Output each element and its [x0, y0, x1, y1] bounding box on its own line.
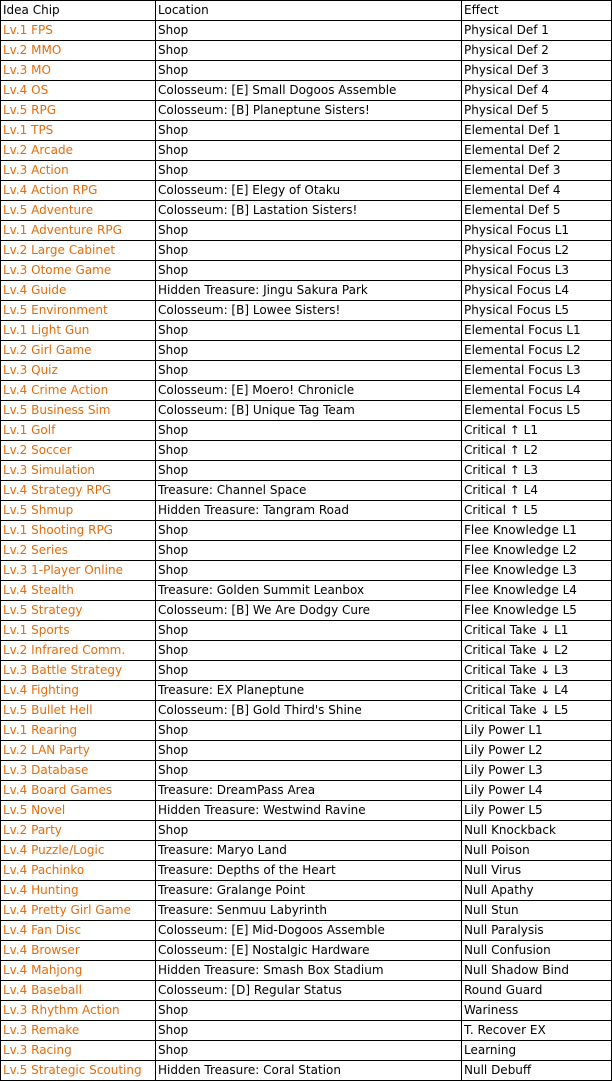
effect-cell: Lily Power L1 — [462, 721, 612, 741]
location-cell: Shop — [156, 441, 462, 461]
idea-chip-cell: Lv.1 Light Gun — [1, 321, 156, 341]
location-cell: Treasure: Golden Summit Leanbox — [156, 581, 462, 601]
idea-chip-cell: Lv.2 LAN Party — [1, 741, 156, 761]
location-cell: Shop — [156, 521, 462, 541]
table-row — [1, 821, 612, 841]
location-cell: Colosseum: [B] Planeptune Sisters! — [156, 101, 462, 121]
table-row — [1, 481, 612, 501]
location-cell: Shop — [156, 561, 462, 581]
location-cell: Treasure: Senmuu Labyrinth — [156, 901, 462, 921]
table-row — [1, 401, 612, 421]
table-row — [1, 641, 612, 661]
table-row — [1, 61, 612, 81]
location-cell: Treasure: Gralange Point — [156, 881, 462, 901]
table-row — [1, 181, 612, 201]
effect-cell: Physical Def 3 — [462, 61, 612, 81]
effect-cell: Critical Take ↓ L1 — [462, 621, 612, 641]
location-cell: Shop — [156, 61, 462, 81]
effect-cell: Critical ↑ L3 — [462, 461, 612, 481]
table-row — [1, 541, 612, 561]
location-cell: Shop — [156, 621, 462, 641]
idea-chip-cell: Lv.4 Board Games — [1, 781, 156, 801]
table-row — [1, 441, 612, 461]
location-cell: Colosseum: [B] Lowee Sisters! — [156, 301, 462, 321]
idea-chip-cell: Lv.4 Pachinko — [1, 861, 156, 881]
location-cell: Treasure: Depths of the Heart — [156, 861, 462, 881]
table-row — [1, 461, 612, 481]
table-row — [1, 301, 612, 321]
table-row — [1, 341, 612, 361]
idea-chip-cell: Lv.4 OS — [1, 81, 156, 101]
effect-cell: Round Guard — [462, 981, 612, 1001]
idea-chip-cell: Lv.5 Bullet Hell — [1, 701, 156, 721]
location-cell: Shop — [156, 41, 462, 61]
idea-chip-cell: Lv.4 Guide — [1, 281, 156, 301]
effect-cell: Physical Focus L3 — [462, 261, 612, 281]
location-cell: Treasure: DreamPass Area — [156, 781, 462, 801]
effect-cell: Null Stun — [462, 901, 612, 921]
idea-chip-cell: Lv.4 Strategy RPG — [1, 481, 156, 501]
location-cell: Colosseum: [B] We Are Dodgy Cure — [156, 601, 462, 621]
effect-cell: Lily Power L3 — [462, 761, 612, 781]
idea-chip-cell: Lv.1 Shooting RPG — [1, 521, 156, 541]
location-cell: Shop — [156, 661, 462, 681]
table-row — [1, 1041, 612, 1061]
table-row — [1, 281, 612, 301]
location-cell: Colosseum: [E] Small Dogoos Assemble — [156, 81, 462, 101]
effect-cell: Physical Def 5 — [462, 101, 612, 121]
effect-cell: Null Paralysis — [462, 921, 612, 941]
location-cell: Treasure: Channel Space — [156, 481, 462, 501]
location-cell: Shop — [156, 721, 462, 741]
table-row — [1, 121, 612, 141]
location-cell: Colosseum: [E] Moero! Chronicle — [156, 381, 462, 401]
effect-cell: Flee Knowledge L1 — [462, 521, 612, 541]
location-cell: Shop — [156, 1021, 462, 1041]
idea-chip-cell: Lv.1 Rearing — [1, 721, 156, 741]
effect-cell: Elemental Focus L4 — [462, 381, 612, 401]
effect-cell: Null Confusion — [462, 941, 612, 961]
location-cell: Colosseum: [E] Mid-Dogoos Assemble — [156, 921, 462, 941]
table-row — [1, 701, 612, 721]
table-row — [1, 41, 612, 61]
idea-chip-cell: Lv.3 Rhythm Action — [1, 1001, 156, 1021]
idea-chip-cell: Lv.5 Strategic Scouting — [1, 1061, 156, 1081]
idea-chip-cell: Lv.5 RPG — [1, 101, 156, 121]
table-row — [1, 241, 612, 261]
effect-cell: Elemental Def 5 — [462, 201, 612, 221]
table-row — [1, 881, 612, 901]
location-cell: Shop — [156, 461, 462, 481]
idea-chip-cell: Lv.4 Fighting — [1, 681, 156, 701]
idea-chip-cell: Lv.5 Environment — [1, 301, 156, 321]
idea-chip-cell: Lv.3 Racing — [1, 1041, 156, 1061]
idea-chip-cell: Lv.4 Hunting — [1, 881, 156, 901]
table-row — [1, 581, 612, 601]
effect-cell: Critical Take ↓ L2 — [462, 641, 612, 661]
location-cell: Colosseum: [B] Lastation Sisters! — [156, 201, 462, 221]
idea-chip-cell: Lv.3 1-Player Online — [1, 561, 156, 581]
idea-chip-cell: Lv.4 Fan Disc — [1, 921, 156, 941]
idea-chip-cell: Lv.2 Series — [1, 541, 156, 561]
effect-cell: Physical Def 1 — [462, 21, 612, 41]
table-row — [1, 661, 612, 681]
table-row — [1, 421, 612, 441]
location-cell: Colosseum: [B] Gold Third's Shine — [156, 701, 462, 721]
table-row — [1, 901, 612, 921]
table-row — [1, 961, 612, 981]
idea-chip-cell: Lv.3 Battle Strategy — [1, 661, 156, 681]
idea-chip-cell: Lv.2 Party — [1, 821, 156, 841]
location-cell: Shop — [156, 1041, 462, 1061]
location-cell: Shop — [156, 541, 462, 561]
effect-cell: Critical Take ↓ L5 — [462, 701, 612, 721]
effect-cell: Physical Focus L1 — [462, 221, 612, 241]
idea-chip-cell: Lv.1 Golf — [1, 421, 156, 441]
location-cell: Hidden Treasure: Westwind Ravine — [156, 801, 462, 821]
effect-cell: Null Poison — [462, 841, 612, 861]
idea-chip-cell: Lv.4 Action RPG — [1, 181, 156, 201]
location-cell: Shop — [156, 121, 462, 141]
table-row — [1, 501, 612, 521]
effect-cell: Elemental Def 4 — [462, 181, 612, 201]
effect-cell: Null Debuff — [462, 1061, 612, 1081]
effect-cell: Physical Def 2 — [462, 41, 612, 61]
location-cell: Shop — [156, 241, 462, 261]
idea-chip-cell: Lv.1 TPS — [1, 121, 156, 141]
table-row — [1, 841, 612, 861]
location-cell: Hidden Treasure: Tangram Road — [156, 501, 462, 521]
idea-chip-cell: Lv.4 Stealth — [1, 581, 156, 601]
idea-chip-cell: Lv.4 Crime Action — [1, 381, 156, 401]
location-cell: Hidden Treasure: Coral Station — [156, 1061, 462, 1081]
effect-cell: Lily Power L2 — [462, 741, 612, 761]
effect-cell: Null Shadow Bind — [462, 961, 612, 981]
table-row — [1, 261, 612, 281]
effect-cell: Elemental Def 1 — [462, 121, 612, 141]
table-row — [1, 21, 612, 41]
effect-cell: Elemental Focus L5 — [462, 401, 612, 421]
effect-cell: Critical ↑ L2 — [462, 441, 612, 461]
location-cell: Shop — [156, 141, 462, 161]
effect-cell: Critical ↑ L5 — [462, 501, 612, 521]
effect-cell: Physical Focus L5 — [462, 301, 612, 321]
table-row — [1, 941, 612, 961]
idea-chip-cell: Lv.5 Novel — [1, 801, 156, 821]
idea-chip-cell: Lv.3 Simulation — [1, 461, 156, 481]
effect-cell: Null Knockback — [462, 821, 612, 841]
location-cell: Shop — [156, 261, 462, 281]
effect-cell: Learning — [462, 1041, 612, 1061]
effect-cell: T. Recover EX — [462, 1021, 612, 1041]
table-row — [1, 361, 612, 381]
effect-cell: Null Apathy — [462, 881, 612, 901]
effect-cell: Physical Def 4 — [462, 81, 612, 101]
location-cell: Hidden Treasure: Smash Box Stadium — [156, 961, 462, 981]
location-cell: Shop — [156, 761, 462, 781]
table-row — [1, 221, 612, 241]
header-effect: Effect — [462, 1, 612, 21]
idea-chip-cell: Lv.3 Action — [1, 161, 156, 181]
idea-chip-cell: Lv.1 Sports — [1, 621, 156, 641]
table-row — [1, 781, 612, 801]
idea-chip-cell: Lv.4 Baseball — [1, 981, 156, 1001]
effect-cell: Flee Knowledge L5 — [462, 601, 612, 621]
table-row — [1, 601, 612, 621]
idea-chip-cell: Lv.4 Browser — [1, 941, 156, 961]
effect-cell: Lily Power L5 — [462, 801, 612, 821]
effect-cell: Flee Knowledge L2 — [462, 541, 612, 561]
table-row — [1, 981, 612, 1001]
location-cell: Shop — [156, 741, 462, 761]
effect-cell: Lily Power L4 — [462, 781, 612, 801]
idea-chip-cell: Lv.5 Adventure — [1, 201, 156, 221]
idea-chip-cell: Lv.4 Pretty Girl Game — [1, 901, 156, 921]
idea-chip-cell: Lv.2 Soccer — [1, 441, 156, 461]
idea-chip-cell: Lv.3 Otome Game — [1, 261, 156, 281]
location-cell: Colosseum: [E] Nostalgic Hardware — [156, 941, 462, 961]
table-row — [1, 141, 612, 161]
table-row — [1, 321, 612, 341]
effect-cell: Elemental Focus L3 — [462, 361, 612, 381]
table-row — [1, 921, 612, 941]
effect-cell: Critical Take ↓ L3 — [462, 661, 612, 681]
idea-chip-cell: Lv.2 Girl Game — [1, 341, 156, 361]
header-row — [1, 1, 612, 21]
location-cell: Colosseum: [D] Regular Status — [156, 981, 462, 1001]
location-cell: Shop — [156, 161, 462, 181]
location-cell: Shop — [156, 641, 462, 661]
location-cell: Hidden Treasure: Jingu Sakura Park — [156, 281, 462, 301]
table-row — [1, 761, 612, 781]
table-row — [1, 681, 612, 701]
idea-chip-cell: Lv.5 Shmup — [1, 501, 156, 521]
location-cell: Shop — [156, 321, 462, 341]
idea-chip-cell: Lv.5 Strategy — [1, 601, 156, 621]
location-cell: Colosseum: [B] Unique Tag Team — [156, 401, 462, 421]
location-cell: Treasure: EX Planeptune — [156, 681, 462, 701]
idea-chip-cell: Lv.3 Quiz — [1, 361, 156, 381]
effect-cell: Elemental Def 2 — [462, 141, 612, 161]
table-row — [1, 561, 612, 581]
location-cell: Shop — [156, 361, 462, 381]
effect-cell: Critical ↑ L4 — [462, 481, 612, 501]
table-row — [1, 381, 612, 401]
idea-chip-cell: Lv.5 Business Sim — [1, 401, 156, 421]
idea-chip-cell: Lv.2 Arcade — [1, 141, 156, 161]
effect-cell: Elemental Focus L1 — [462, 321, 612, 341]
location-cell: Shop — [156, 21, 462, 41]
table-row — [1, 801, 612, 821]
header-idea-chip: Idea Chip — [1, 1, 156, 21]
table-row — [1, 81, 612, 101]
idea-chip-cell: Lv.3 Remake — [1, 1021, 156, 1041]
idea-chip-cell: Lv.3 MO — [1, 61, 156, 81]
location-cell: Treasure: Maryo Land — [156, 841, 462, 861]
idea-chip-cell: Lv.2 Infrared Comm. — [1, 641, 156, 661]
effect-cell: Physical Focus L4 — [462, 281, 612, 301]
table-row — [1, 721, 612, 741]
idea-chip-cell: Lv.4 Puzzle/Logic — [1, 841, 156, 861]
effect-cell: Flee Knowledge L4 — [462, 581, 612, 601]
idea-chip-cell: Lv.4 Mahjong — [1, 961, 156, 981]
effect-cell: Null Virus — [462, 861, 612, 881]
table-row — [1, 201, 612, 221]
table-row — [1, 861, 612, 881]
table-row — [1, 161, 612, 181]
location-cell: Shop — [156, 1001, 462, 1021]
table-row — [1, 1021, 612, 1041]
effect-cell: Elemental Focus L2 — [462, 341, 612, 361]
table-row — [1, 521, 612, 541]
table-row — [1, 1001, 612, 1021]
effect-cell: Flee Knowledge L3 — [462, 561, 612, 581]
header-location: Location — [156, 1, 462, 21]
location-cell: Shop — [156, 421, 462, 441]
table-row — [1, 101, 612, 121]
table-row — [1, 741, 612, 761]
location-cell: Shop — [156, 821, 462, 841]
effect-cell: Wariness — [462, 1001, 612, 1021]
effect-cell: Critical Take ↓ L4 — [462, 681, 612, 701]
location-cell: Colosseum: [E] Elegy of Otaku — [156, 181, 462, 201]
location-cell: Shop — [156, 341, 462, 361]
idea-chip-cell: Lv.1 FPS — [1, 21, 156, 41]
effect-cell: Physical Focus L2 — [462, 241, 612, 261]
table-row — [1, 1061, 612, 1081]
idea-chip-cell: Lv.2 Large Cabinet — [1, 241, 156, 261]
idea-chip-cell: Lv.2 MMO — [1, 41, 156, 61]
idea-chip-cell: Lv.1 Adventure RPG — [1, 221, 156, 241]
idea-chip-cell: Lv.3 Database — [1, 761, 156, 781]
table-row — [1, 621, 612, 641]
effect-cell: Elemental Def 3 — [462, 161, 612, 181]
effect-cell: Critical ↑ L1 — [462, 421, 612, 441]
location-cell: Shop — [156, 221, 462, 241]
